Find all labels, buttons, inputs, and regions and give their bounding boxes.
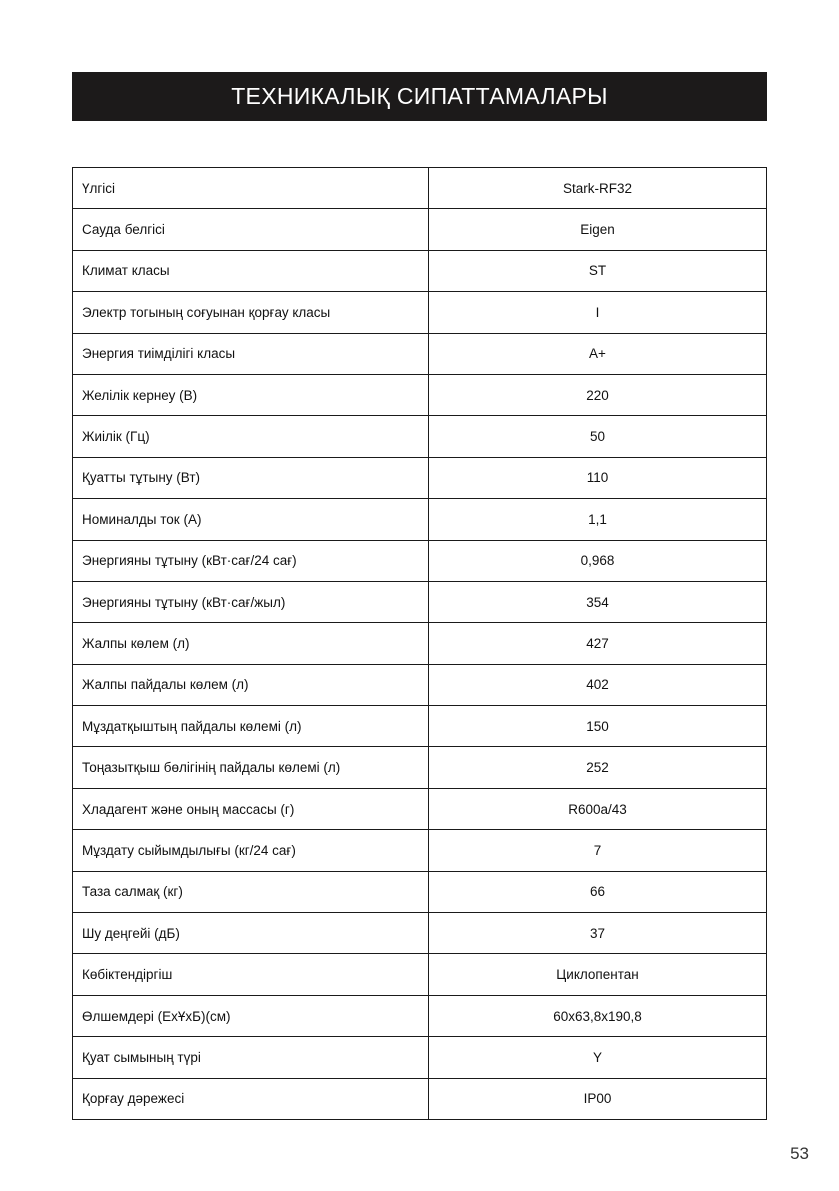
page-title: ТЕХНИКАЛЫҚ СИПАТТАМАЛАРЫ [231,83,608,109]
table-row [73,168,767,209]
spec-value: 354 [429,581,767,622]
spec-parameter: Энергияны тұтыну (кВт·сағ/24 сағ) [73,540,429,581]
table-row [73,374,767,415]
spec-parameter: Өлшемдері (ЕхҰхБ)(см) [73,995,429,1036]
spec-parameter: Жалпы көлем (л) [73,623,429,664]
spec-value: ST [429,250,767,291]
spec-value: 1,1 [429,499,767,540]
spec-value: 7 [429,830,767,871]
spec-parameter: Шу деңгейі (дБ) [73,913,429,954]
spec-value: 150 [429,706,767,747]
spec-value: 0,968 [429,540,767,581]
table-row [73,209,767,250]
spec-parameter: Қуат сымының түрі [73,1037,429,1078]
table-row [73,664,767,705]
spec-parameter: Энергияны тұтыну (кВт·сағ/жыл) [73,581,429,622]
spec-parameter: Мұздатқыштың пайдалы көлемі (л) [73,706,429,747]
spec-value: 60х63,8х190,8 [429,995,767,1036]
table-row [73,995,767,1036]
spec-parameter: Жалпы пайдалы көлем (л) [73,664,429,705]
spec-value: A+ [429,333,767,374]
table-row [73,292,767,333]
spec-value: Y [429,1037,767,1078]
spec-parameter: Қорғау дәрежесі [73,1078,429,1119]
spec-parameter: Климат класы [73,250,429,291]
spec-value: I [429,292,767,333]
table-row [73,1078,767,1119]
table-row [73,954,767,995]
specifications-table-body [73,168,767,1120]
spec-parameter: Хладагент және оның массасы (г) [73,788,429,829]
spec-parameter: Желілік кернеу (В) [73,374,429,415]
spec-parameter: Тоңазытқыш бөлігінің пайдалы көлемі (л) [73,747,429,788]
table-row [73,416,767,457]
spec-parameter: Қуатты тұтыну (Вт) [73,457,429,498]
table-row [73,706,767,747]
table-row [73,913,767,954]
section-header [72,72,767,121]
spec-parameter: Көбіктендіргіш [73,954,429,995]
spec-value: R600a/43 [429,788,767,829]
spec-value: 37 [429,913,767,954]
spec-value: 110 [429,457,767,498]
table-row [73,499,767,540]
spec-value: Циклопентан [429,954,767,995]
spec-parameter: Номиналды ток (А) [73,499,429,540]
spec-value: 252 [429,747,767,788]
spec-value: 66 [429,871,767,912]
table-row [73,830,767,871]
table-row [73,250,767,291]
spec-parameter: Үлгісі [73,168,429,209]
spec-value: Stark-RF32 [429,168,767,209]
spec-value: 427 [429,623,767,664]
spec-parameter: Жиілік (Гц) [73,416,429,457]
spec-value: 220 [429,374,767,415]
spec-value: IP00 [429,1078,767,1119]
table-row [73,581,767,622]
table-row [73,788,767,829]
specifications-table [72,167,767,1120]
page-number: 53 [790,1144,809,1163]
table-row [73,540,767,581]
spec-value: Eigen [429,209,767,250]
table-row [73,457,767,498]
spec-parameter: Сауда белгісі [73,209,429,250]
spec-value: 50 [429,416,767,457]
table-row [73,871,767,912]
table-row [73,623,767,664]
spec-parameter: Таза салмақ (кг) [73,871,429,912]
spec-parameter: Энергия тиімділігі класы [73,333,429,374]
table-row [73,1037,767,1078]
table-row [73,747,767,788]
spec-value: 402 [429,664,767,705]
spec-parameter: Мұздату сыйымдылығы (кг/24 сағ) [73,830,429,871]
spec-parameter: Электр тогының соғуынан қорғау класы [73,292,429,333]
table-row [73,333,767,374]
